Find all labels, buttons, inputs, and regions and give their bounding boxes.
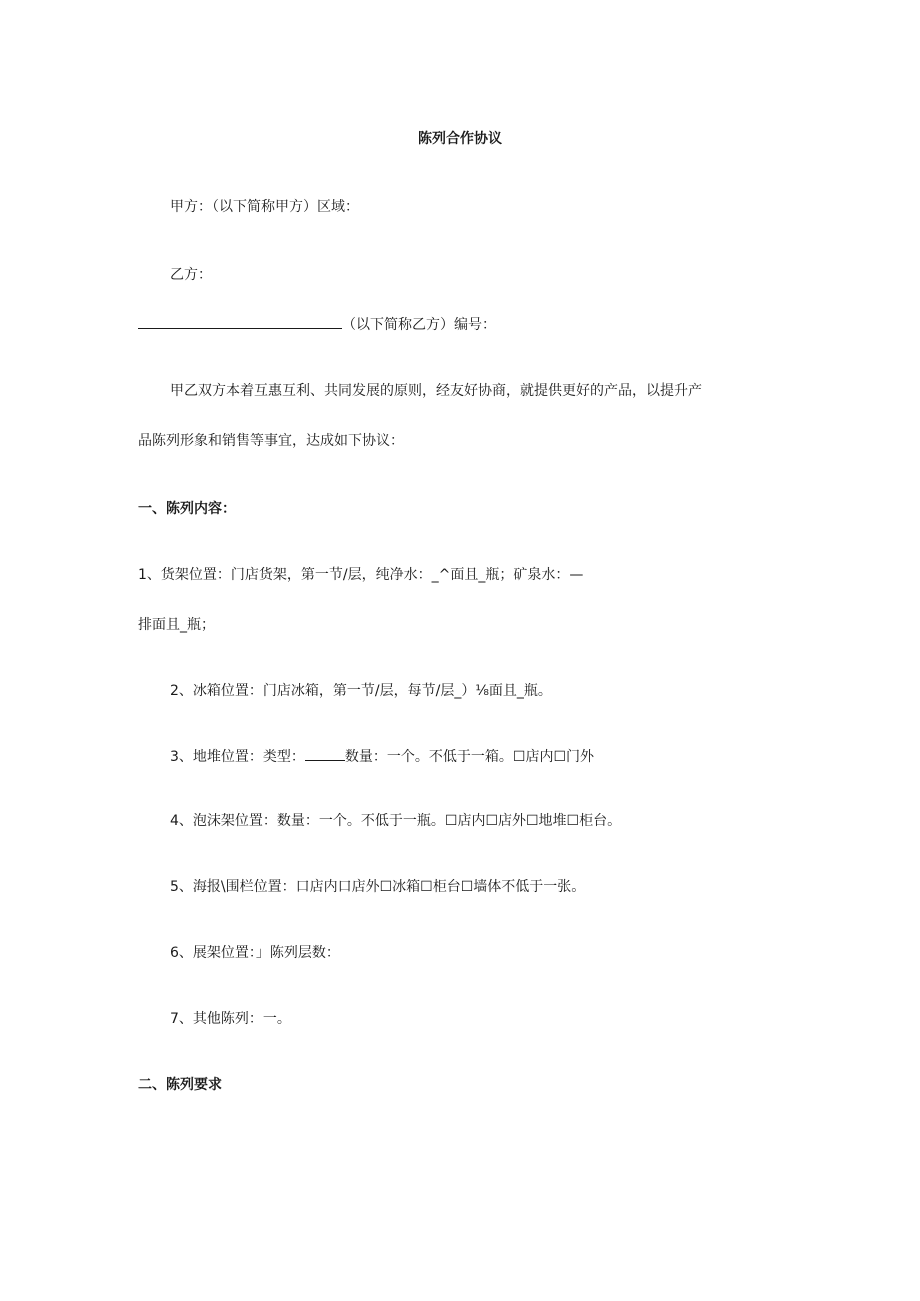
item-3 [170,746,594,766]
item-4: 4、泡沫架位置：数量：一个。不低于一瓶。☐店内☐店外☐地堆☐柜台。 [170,813,622,829]
section-2-heading: 二、陈列要求 [138,1077,222,1093]
party-b-name-blank[interactable] [138,314,342,329]
item-1-line-1: 1、货架位置：门店货架，第一节/层，纯净水：_^面且_瓶；矿泉水：— [138,567,584,583]
party-b-line [138,314,496,334]
item-2: 2、冰箱位置：门店冰箱，第一节/层，每节/层_）⅛面且_瓶。 [170,683,552,699]
party-b-suffix: （以下简称乙方）编号： [342,317,496,333]
item-3-prefix: 3、地堆位置：类型： [170,749,305,765]
item-6: 6、展架位置：」陈列层数： [170,945,340,961]
intro-line-2: 品陈列形象和销售等事宜，达成如下协议： [138,433,404,449]
item-7: 7、其他陈列：一。 [170,1011,291,1027]
page-title: 陈列合作协议 [418,131,502,147]
party-a-line: 甲方：（以下简称甲方）区域： [170,199,359,215]
party-b-label: 乙方： [170,267,212,283]
section-1-heading: 一、陈列内容： [138,501,236,517]
item-3-type-blank[interactable] [305,746,345,761]
item-3-suffix: 数量：一个。不低于一箱。☐店内☐门外 [344,749,595,765]
intro-line-1: 甲乙双方本着互惠互利、共同发展的原则，经友好协商，就提供更好的产品，以提升产 [170,383,702,399]
item-1-line-2: 排面且_瓶； [138,617,215,633]
item-5: 5、海报\围栏位置：口店内口店外☐冰箱☐柜台☐墙体不低于一张。 [170,879,586,895]
